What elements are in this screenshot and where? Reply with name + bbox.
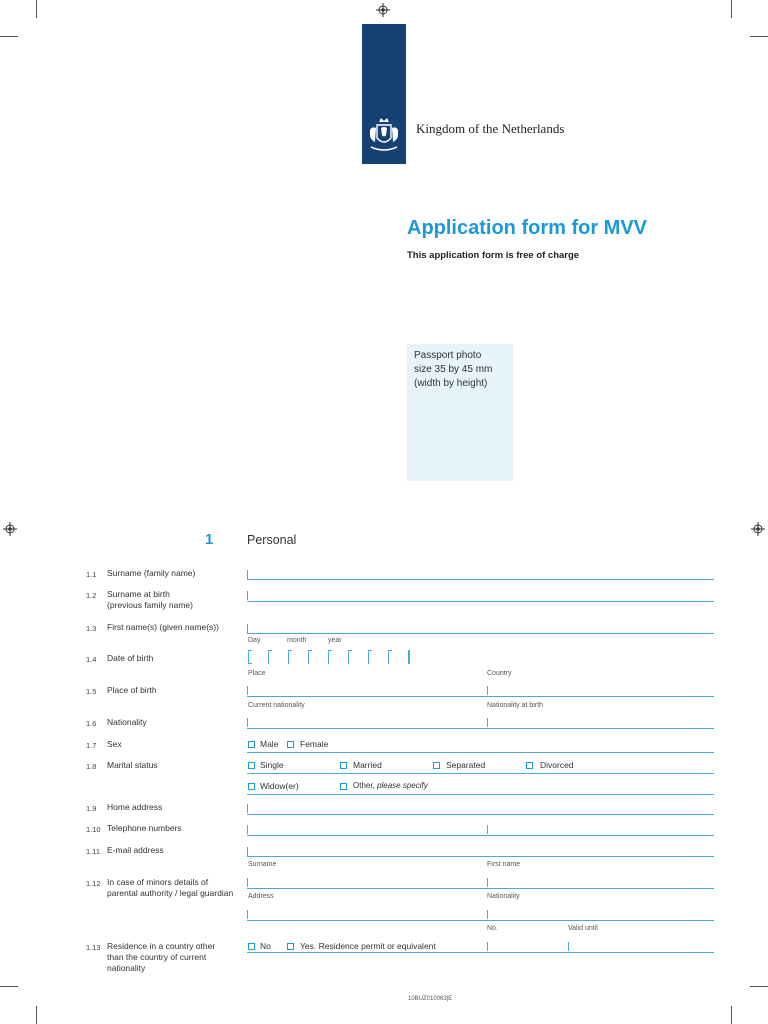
crop-mark <box>750 986 768 987</box>
field-label-sex: Sex <box>107 739 122 749</box>
male-checkbox[interactable] <box>248 741 255 748</box>
field-divider <box>247 752 714 753</box>
place-of-birth-input[interactable] <box>247 696 714 697</box>
date-digit-box <box>388 650 389 664</box>
telephone-input[interactable] <box>247 835 714 836</box>
caption-valid-until: Valid until <box>568 925 598 932</box>
field-label-marital-status: Marital status <box>107 760 158 770</box>
input-tick <box>247 910 248 919</box>
field-label-guardian: In case of minors details of <box>107 877 209 887</box>
section-number: 1 <box>205 531 214 548</box>
residence-no-checkbox[interactable] <box>248 943 255 950</box>
field-label-email: E-mail address <box>107 845 164 855</box>
field-label-surname-at-birth: Surname at birth <box>107 589 170 599</box>
form-code: 10BUZ010063|E <box>408 996 453 1002</box>
input-tick <box>247 570 248 579</box>
first-names-input[interactable] <box>247 633 714 634</box>
input-tick <box>487 878 488 887</box>
field-label-telephone: Telephone numbers <box>107 823 182 833</box>
caption-place: Place <box>248 670 266 677</box>
form-subtitle: This application form is free of charge <box>407 250 580 261</box>
field-label-surname: Surname (family name) <box>107 568 196 578</box>
date-digit-box <box>328 650 329 664</box>
divorced-checkbox[interactable] <box>526 762 533 769</box>
crop-mark <box>731 0 732 18</box>
input-tick <box>247 804 248 813</box>
field-number: 1.4 <box>86 655 97 664</box>
field-label-date-of-birth: Date of birth <box>107 653 154 663</box>
crop-mark <box>731 1006 732 1024</box>
form-title: Application form for MVV <box>407 217 647 239</box>
caption-current-nationality: Current nationality <box>248 702 305 709</box>
option-divorced: Divorced <box>540 760 574 770</box>
field-label-first-names: First name(s) (given name(s)) <box>107 622 219 632</box>
field-label-residence: Residence in a country other <box>107 941 216 951</box>
field-number: 1.9 <box>86 804 97 813</box>
field-number: 1.7 <box>86 741 97 750</box>
field-number: 1.2 <box>86 591 97 600</box>
input-tick <box>487 718 488 727</box>
date-digit-box <box>288 650 289 664</box>
option-female: Female <box>300 739 329 749</box>
option-no: No <box>260 941 271 951</box>
field-number: 1.1 <box>86 570 97 579</box>
date-digit-box <box>308 650 309 664</box>
surname-input[interactable] <box>247 579 714 580</box>
organization-name: Kingdom of the Netherlands <box>416 121 565 136</box>
caption-first-name: First name <box>487 861 521 868</box>
caption-number: No. <box>487 925 498 932</box>
date-digit-box <box>248 663 252 664</box>
photo-instruction-line: (width by height) <box>414 378 488 389</box>
field-label-nationality: Nationality <box>107 717 147 727</box>
date-digit-box <box>368 650 369 664</box>
guardian-address-input[interactable] <box>247 920 714 921</box>
input-tick <box>247 718 248 727</box>
date-digit-box <box>328 650 332 651</box>
field-label-guardian-line2: parental authority / legal guardian <box>107 888 234 898</box>
input-tick <box>247 591 248 600</box>
date-digit-box <box>348 650 349 664</box>
option-yes: Yes. Residence permit or equivalent <box>300 941 436 951</box>
input-tick <box>247 878 248 887</box>
female-checkbox[interactable] <box>287 741 294 748</box>
other-checkbox[interactable] <box>340 783 347 790</box>
option-other <box>353 781 428 790</box>
input-tick <box>487 942 488 951</box>
option-single: Single <box>260 760 284 770</box>
caption-country: Country <box>487 670 512 677</box>
field-label-surname-at-birth-note: (previous family name) <box>107 600 193 610</box>
field-number: 1.6 <box>86 719 97 728</box>
field-label-place-of-birth: Place of birth <box>107 685 157 695</box>
option-married: Married <box>353 760 382 770</box>
residence-permit-input[interactable] <box>247 952 714 953</box>
field-divider <box>247 773 714 774</box>
photo-instruction-line: size 35 by 45 mm <box>414 364 493 375</box>
date-digit-box <box>388 650 392 651</box>
crop-mark <box>0 986 18 987</box>
input-tick <box>247 624 248 633</box>
nationality-input[interactable] <box>247 728 714 729</box>
date-digit-box <box>248 650 252 651</box>
crop-mark <box>36 0 37 18</box>
input-tick <box>487 910 488 919</box>
input-tick <box>487 825 488 834</box>
crop-mark <box>36 1006 37 1024</box>
separated-checkbox[interactable] <box>433 762 440 769</box>
field-number: 1.13 <box>86 943 101 952</box>
guardian-name-input[interactable] <box>247 888 714 889</box>
caption-month: month <box>287 637 307 644</box>
caption-nationality: Nationality <box>487 893 520 900</box>
caption-nationality-at-birth: Nationality at birth <box>487 702 544 709</box>
registration-mark-icon <box>3 522 17 536</box>
marital-other-input[interactable] <box>247 794 714 795</box>
date-digit-box <box>288 650 292 651</box>
option-separated: Separated <box>446 760 486 770</box>
residence-yes-checkbox[interactable] <box>287 943 294 950</box>
widower-checkbox[interactable] <box>248 783 255 790</box>
option-male: Male <box>260 739 279 749</box>
field-number: 1.5 <box>86 687 97 696</box>
field-number: 1.8 <box>86 762 97 771</box>
input-tick <box>247 825 248 834</box>
photo-instruction-line: Passport photo <box>414 350 482 361</box>
caption-surname: Surname <box>248 861 277 868</box>
date-digit-box <box>268 650 272 651</box>
field-label-residence-line2: than the country of current <box>107 952 207 962</box>
email-input[interactable] <box>247 856 714 857</box>
field-number: 1.10 <box>86 825 101 834</box>
field-number: 1.11 <box>86 847 101 856</box>
surname-at-birth-input[interactable] <box>247 601 714 602</box>
date-digit-box <box>248 650 249 664</box>
date-digit-box <box>308 650 312 651</box>
registration-mark-icon <box>751 522 765 536</box>
input-tick <box>568 942 569 951</box>
field-number: 1.3 <box>86 624 97 633</box>
field-label-residence-line3: nationality <box>107 963 146 973</box>
section-title: Personal <box>247 533 297 547</box>
crop-mark <box>750 36 768 37</box>
caption-day: Day <box>248 637 261 644</box>
registration-mark-icon <box>376 3 390 17</box>
option-widower: Widow(er) <box>260 781 299 791</box>
option-other-label: Other, <box>353 781 375 790</box>
field-label-home-address: Home address <box>107 802 163 812</box>
input-tick <box>247 686 248 695</box>
option-other-hint: please specify <box>377 781 428 790</box>
caption-address: Address <box>248 893 274 900</box>
crop-mark <box>0 36 18 37</box>
input-tick <box>247 847 248 856</box>
home-address-input[interactable] <box>247 814 714 815</box>
coat-of-arms-icon <box>366 116 402 156</box>
field-number: 1.12 <box>86 879 101 888</box>
passport-photo-box[interactable] <box>407 344 513 481</box>
date-digit-box <box>368 650 372 651</box>
caption-year: year <box>328 637 342 644</box>
input-tick <box>487 686 488 695</box>
date-digit-box <box>408 650 410 664</box>
date-digit-box <box>268 650 269 664</box>
single-checkbox[interactable] <box>248 762 255 769</box>
date-digit-box <box>348 650 352 651</box>
married-checkbox[interactable] <box>340 762 347 769</box>
